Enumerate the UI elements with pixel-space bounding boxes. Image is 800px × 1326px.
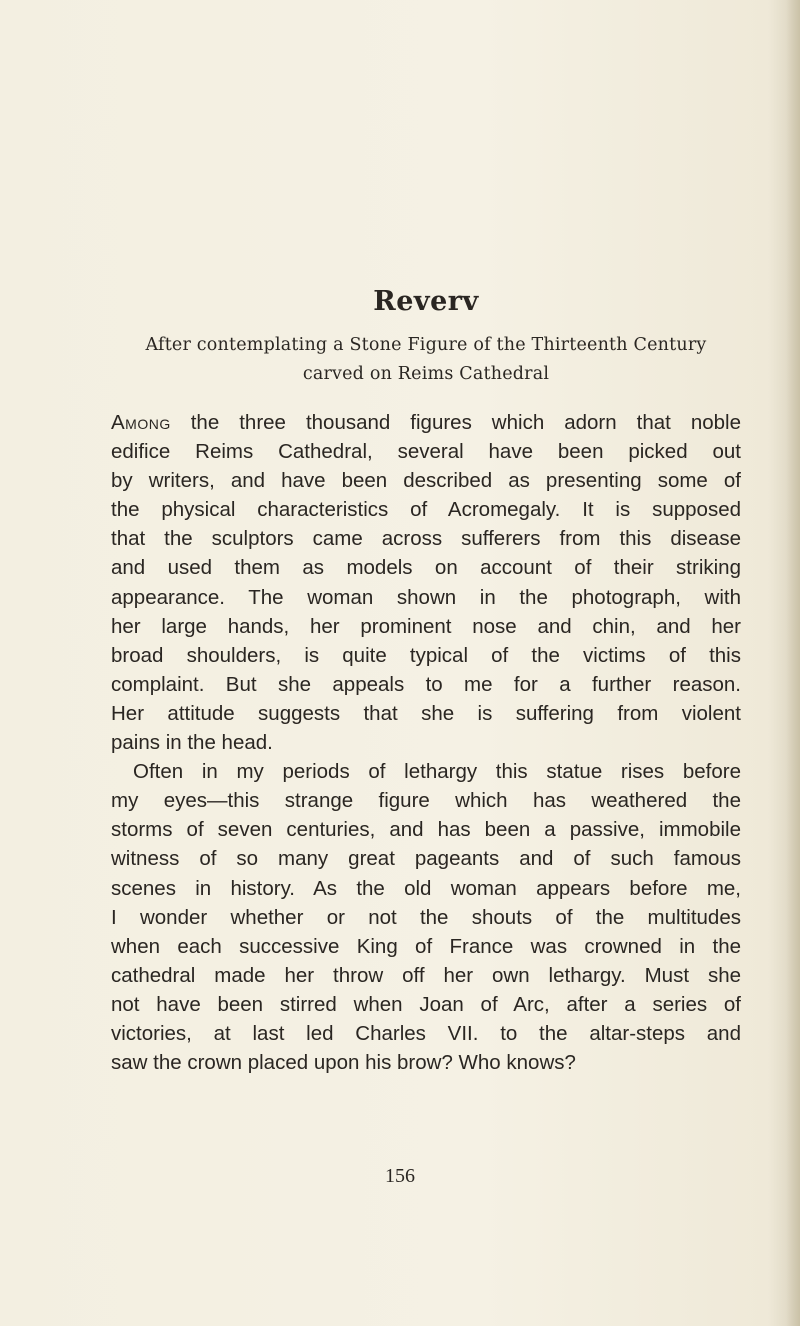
paragraph-line: cathedral made her throw off her own lethargy. Must she: [111, 963, 741, 987]
paragraph-1: [111, 408, 741, 757]
lead-word: Among: [111, 411, 171, 434]
page-number: 156: [385, 1165, 415, 1187]
paragraph-line: I wonder whether or not the shouts of the multitudes: [111, 905, 741, 929]
paragraph-line: by writers, and have been described as presenting some of: [111, 469, 741, 493]
subtitle-line-1: After contemplating a Stone Figure of the Thirteenth Century: [145, 335, 707, 355]
line-text: the three thousand figures which adorn that noble: [170, 411, 741, 434]
page-edge-shadow: [786, 0, 800, 1326]
paragraph-line: that the sculptors came across sufferers from this disease: [111, 527, 741, 551]
paragraph-line: and used them as models on account of their striking: [111, 556, 741, 580]
paragraph-line: storms of seven centuries, and has been a passive, immobile: [111, 818, 741, 842]
paragraph-line: edifice Reims Cathedral, several have been picked out: [111, 440, 741, 464]
paragraph-line: Often in my periods of lethargy this statue rises before: [133, 760, 741, 784]
paragraph-line: appearance. The woman shown in the photograph, with: [111, 585, 741, 609]
chapter-title: Reverv: [373, 286, 479, 317]
paragraph-line: when each successive King of France was crowned in the: [111, 934, 741, 958]
paragraph-2: [111, 757, 741, 1077]
paragraph-line: complaint. But she appeals to me for a further reason.: [111, 672, 741, 696]
paragraph-line: saw the crown placed upon his brow? Who knows?: [111, 1051, 576, 1075]
subtitle-line-2: carved on Reims Cathedral: [302, 364, 550, 384]
paragraph-line: scenes in history. As the old woman appears before me,: [111, 876, 741, 900]
text-column: [111, 285, 741, 1077]
paragraph-line: not have been stirred when Joan of Arc, after a series of: [111, 992, 741, 1016]
paragraph-line: [111, 408, 741, 437]
paragraph-line: broad shoulders, is quite typical of the victims of this: [111, 643, 741, 667]
paragraph-line: the physical characteristics of Acromegaly. It is supposed: [111, 498, 741, 522]
paragraph-line: her large hands, her prominent nose and chin, and her: [111, 614, 741, 638]
chapter-subtitle: [111, 331, 741, 389]
paragraph-line: my eyes—this strange figure which has weathered the: [111, 789, 741, 813]
paragraph-line: pains in the head.: [111, 731, 273, 755]
paragraph-line: witness of so many great pageants and of such famous: [111, 847, 741, 871]
paragraph-line: Her attitude suggests that she is suffering from violent: [111, 701, 741, 725]
paragraph-line: victories, at last led Charles VII. to the altar-steps and: [111, 1021, 741, 1045]
